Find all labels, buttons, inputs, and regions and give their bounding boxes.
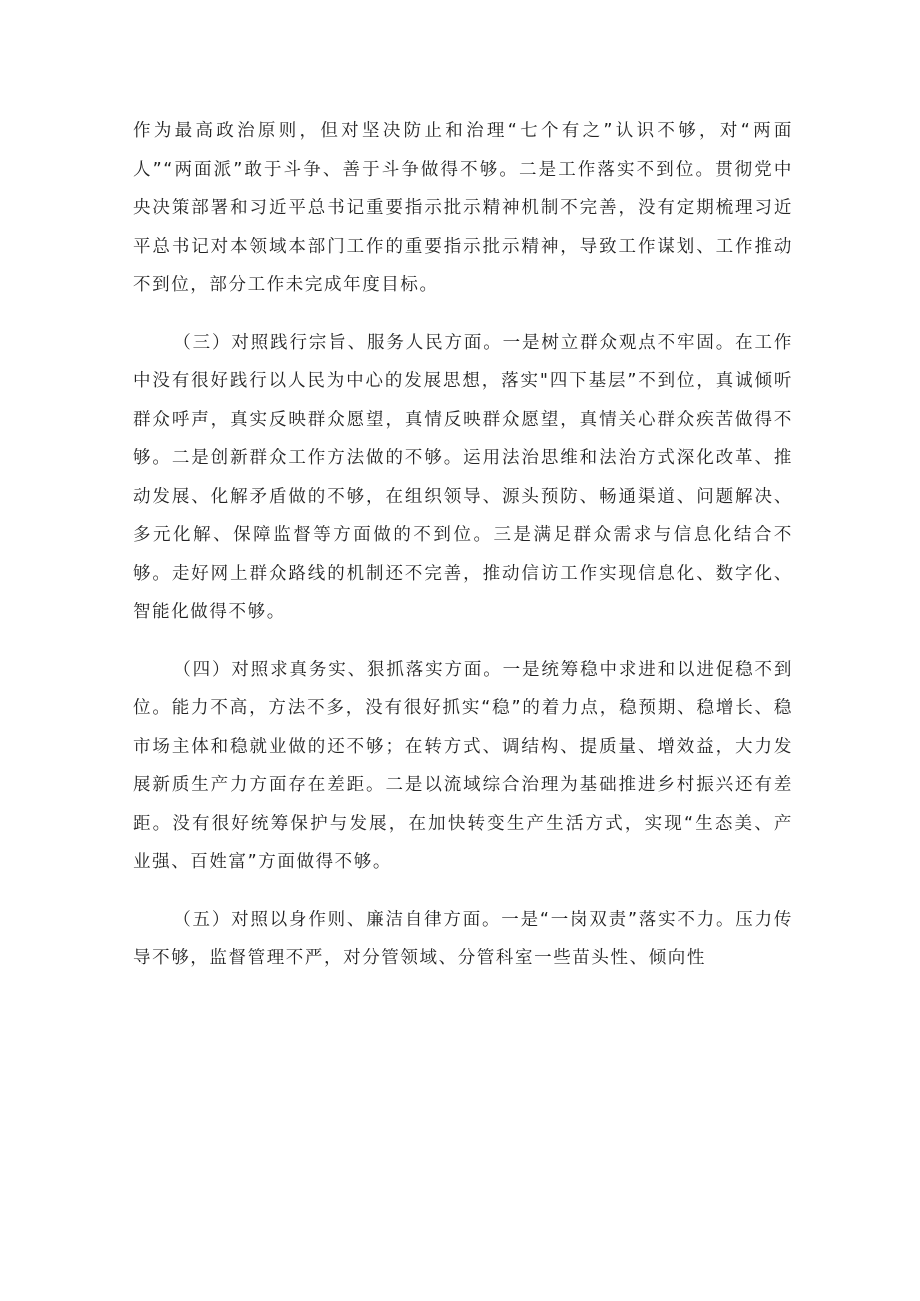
paragraph-section-5: （五）对照以身作则、廉洁自律方面。一是“一岗双责”落实不力。压力传导不够，监督管理不严，对分管领域、分管科室一些苗头性、倾向性 <box>133 909 793 968</box>
document-body <box>133 112 793 978</box>
paragraph-section-3: （三）对照践行宗旨、服务人民方面。一是树立群众观点不牢固。在工作中没有很好践行以人民为中心的发展思想，落实"四下基层”不到位，真诚倾听群众呼声，真实反映群众愿望，真情反映群众愿望，真情关心群众疾苦做得不够。二是创新群众工作方法做的不够。运用法治思维和法治方式深化改革、推动发展、化解矛盾做的不够，在组织领导、源头预防、畅通渠道、问题解决、多元化解、保障监督等方面做的不到位。三是满足群众需求与信息化结合不够。走好网上群众路线的机制还不完善，推动信访工作实现信息化、数字化、智能化做得不够。 <box>133 332 793 622</box>
paragraph-section-4: （四）对照求真务实、狠抓落实方面。一是统筹稳中求进和以进促稳不到位。能力不高，方法不多，没有很好抓实“稳”的着力点，稳预期、稳增长、稳市场主体和稳就业做的还不够；在转方式、调结构、提质量、增效益，大力发展新质生产力方面存在差距。二是以流域综合治理为基础推进乡村振兴还有差距。没有很好统筹保护与发展，在加快转变生产生活方式，实现“生态美、产业强、百姓富”方面做得不够。 <box>133 659 793 872</box>
paragraph-continuation: 作为最高政治原则，但对坚决防止和治理“七个有之”认识不够，对“两面人”“两面派”敢于斗争、善于斗争做得不够。二是工作落实不到位。贯彻党中央决策部署和习近平总书记重要指示批示精神机制不完善，没有定期梳理习近平总书记对本领域本部门工作的重要指示批示精神，导致工作谋划、工作推动不到位，部分工作未完成年度目标。 <box>133 121 793 295</box>
